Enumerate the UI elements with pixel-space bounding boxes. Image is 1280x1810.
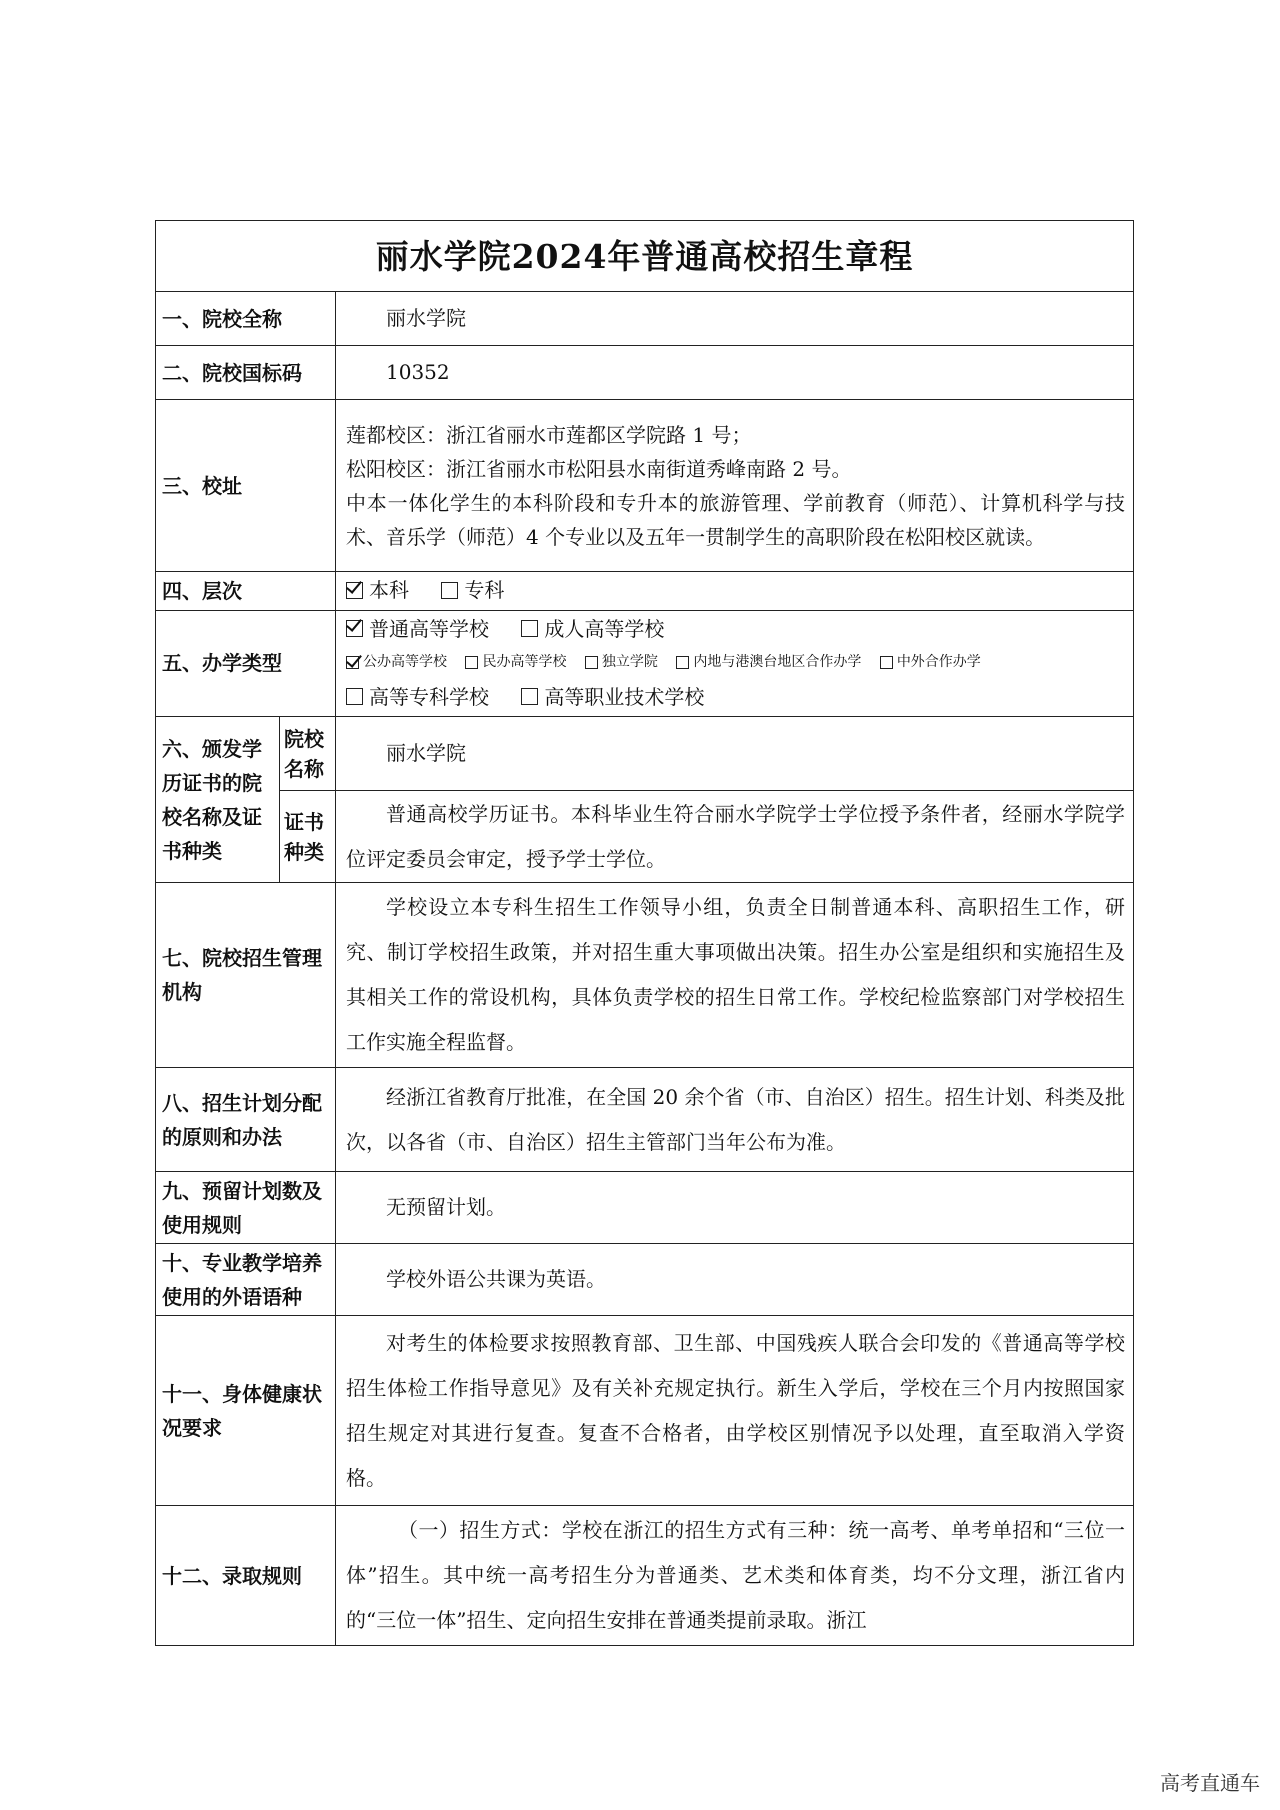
label-health: 十一、身体健康状况要求 (156, 1316, 336, 1506)
checkbox-vocational-technical[interactable]: 高等职业技术学校 (521, 681, 704, 713)
checkbox-undergraduate[interactable]: 本科 (346, 572, 409, 608)
value-plan: 经浙江省教育厅批准，在全国 20 余个省（市、自治区）招生。招生计划、科类及批次，以各省（市、自治区）招生主管部门当年公布为准。 (346, 1084, 1125, 1154)
checkbox-private-college[interactable]: 民办高等学校 (465, 646, 566, 678)
checkbox-empty-icon (585, 656, 598, 669)
value-admission: （一）招生方式：学校在浙江的招生方式有三种：统一高考、单考单招和“三位一体”招生。其中统一高考招生分为普通类、艺术类和体育类，均不分文理，浙江省内的“三位一体”招生、定向招生安排在普通类提前录取。浙江 (346, 1518, 1125, 1632)
checkbox-sino-foreign[interactable]: 中外合作办学 (880, 646, 981, 678)
sublabel-cert-type: 证书种类 (280, 791, 336, 883)
address-line: 中本一体化学生的本科阶段和专升本的旅游管理、学前教育（师范）、计算机科学与技术、音乐学（师范）4 个专业以及五年一贯制学生的高职阶段在松阳校区就读。 (346, 490, 1125, 549)
address-line: 松阳校区：浙江省丽水市松阳县水南街道秀峰南路 2 号。 (346, 456, 852, 481)
checkbox-checked-icon (346, 656, 359, 669)
label-language: 十、专业教学培养使用的外语语种 (156, 1244, 336, 1316)
value-cert-type: 普通高校学历证书。本科毕业生符合丽水学院学士学位授予条件者，经丽水学院学位评定委员会审定，授予学士学位。 (346, 801, 1125, 871)
admission-charter-table (155, 220, 1134, 1646)
label-school-type: 五、办学类型 (156, 610, 336, 717)
checkbox-hk-macao-taiwan[interactable]: 内地与港澳台地区合作办学 (676, 646, 861, 678)
value-health: 对考生的体检要求按照教育部、卫生部、中国残疾人联合会印发的《普通高等学校招生体检工作指导意见》及有关补充规定执行。新生入学后，学校在三个月内按照国家招生规定对其进行复查。复查不合格者，由学校区别情况予以处理，直至取消入学资格。 (346, 1330, 1125, 1490)
value-cert-school: 丽水学院 (386, 741, 466, 765)
checkbox-regular-college[interactable]: 普通高等学校 (346, 613, 489, 645)
checkbox-adult-college[interactable]: 成人高等学校 (521, 613, 664, 645)
checkbox-empty-icon (521, 688, 538, 705)
type-row-2 (346, 646, 1125, 681)
label-level: 四、层次 (156, 572, 336, 611)
label-address: 三、校址 (156, 400, 336, 572)
checkbox-junior-college[interactable]: 专科 (441, 572, 504, 608)
document-title: 丽水学院2024年普通高校招生章程 (156, 221, 1134, 292)
checkbox-public-college[interactable]: 公办高等学校 (346, 646, 447, 678)
checkbox-checked-icon (346, 582, 363, 599)
type-row-1 (346, 613, 1125, 647)
checkbox-empty-icon (880, 656, 893, 669)
checkbox-empty-icon (346, 688, 363, 705)
checkbox-empty-icon (676, 656, 689, 669)
value-language: 学校外语公共课为英语。 (386, 1267, 606, 1291)
value-reserve: 无预留计划。 (386, 1195, 506, 1219)
type-row-3 (346, 681, 1125, 715)
watermark-footer: 高考直通车 (1160, 1771, 1260, 1795)
value-school-code: 10352 (386, 360, 450, 384)
checkbox-vocational-college[interactable]: 高等专科学校 (346, 681, 489, 713)
checkbox-empty-icon (521, 620, 538, 637)
value-school-name: 丽水学院 (386, 306, 466, 330)
checkbox-checked-icon (346, 620, 363, 637)
label-school-code: 二、院校国标码 (156, 346, 336, 400)
label-management: 七、院校招生管理机构 (156, 883, 336, 1068)
checkbox-empty-icon (441, 582, 458, 599)
label-certificate: 六、颁发学历证书的院校名称及证书种类 (156, 717, 280, 883)
checkbox-empty-icon (465, 656, 478, 669)
label-plan: 八、招生计划分配的原则和办法 (156, 1068, 336, 1172)
sublabel-school-name: 院校名称 (280, 717, 336, 791)
label-admission: 十二、录取规则 (156, 1506, 336, 1646)
label-reserve: 九、预留计划数及使用规则 (156, 1172, 336, 1244)
label-school-name: 一、院校全称 (156, 292, 336, 346)
checkbox-independent-college[interactable]: 独立学院 (585, 646, 658, 678)
address-line: 莲都校区：浙江省丽水市莲都区学院路 1 号； (346, 422, 752, 447)
value-management: 学校设立本专科生招生工作领导小组，负责全日制普通本科、高职招生工作，研究、制订学校招生政策，并对招生重大事项做出决策。招生办公室是组织和实施招生及其相关工作的常设机构，具体负责学校的招生日常工作。学校纪检监察部门对学校招生工作实施全程监督。 (346, 895, 1125, 1054)
